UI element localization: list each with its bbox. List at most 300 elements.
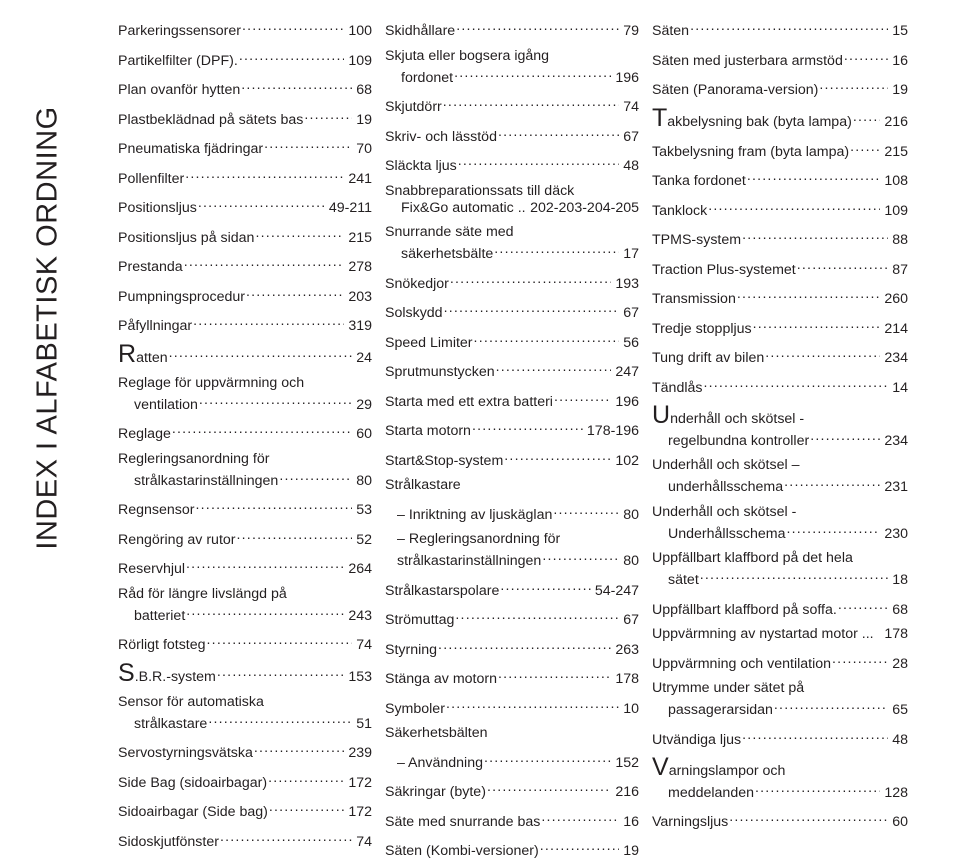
dot-leader <box>264 136 352 153</box>
entry-text: Sidoairbagar (Side bag) <box>118 804 268 820</box>
index-entry <box>385 124 639 146</box>
dot-leader <box>217 664 344 681</box>
entry-page: 172 <box>348 804 372 820</box>
entry-page: 88 <box>892 232 908 248</box>
entry-text: sätet <box>668 572 699 588</box>
entry-page: 108 <box>884 173 908 189</box>
index-entry <box>385 48 639 87</box>
entry-line <box>118 254 372 276</box>
entry-text: Prestanda <box>118 259 183 275</box>
entry-page: 79 <box>623 23 639 39</box>
dot-leader <box>255 225 344 242</box>
entry-page: 74 <box>356 637 372 653</box>
entry-line <box>652 168 908 190</box>
entry-text: Stänga av motorn <box>385 671 497 687</box>
entry-page: 52 <box>356 531 372 548</box>
index-entry <box>385 531 639 570</box>
entry-text: Plastbeklädnad på sätets bas <box>118 111 304 128</box>
index-entry <box>652 400 908 450</box>
dot-leader <box>487 779 611 796</box>
dot-leader <box>755 780 880 797</box>
index-entry <box>652 597 908 619</box>
index-entry <box>118 225 372 247</box>
entry-text: Pumpningsprocedur <box>118 288 245 305</box>
dot-leader <box>753 316 881 333</box>
index-entry <box>385 359 639 381</box>
entry-text: Starta med ett extra batteri <box>385 393 553 410</box>
entry-first-line <box>652 550 908 567</box>
entry-text: Uppvärmning och ventilation <box>652 655 832 672</box>
dot-leader <box>193 313 344 330</box>
entry-text: Skjutdörr <box>385 99 442 115</box>
entry-line <box>652 18 908 40</box>
index-entry <box>385 578 639 600</box>
entry-page: 247 <box>615 364 639 380</box>
entry-line <box>652 77 908 99</box>
entry-page: 15 <box>892 23 908 39</box>
entry-text: Traction Plus-systemet <box>652 261 796 278</box>
entry-line <box>118 632 372 654</box>
index-entry <box>385 271 639 293</box>
dot-leader <box>474 330 620 347</box>
index-entry <box>652 104 908 132</box>
entry-page: 51 <box>356 715 372 732</box>
entry-page: 70 <box>356 141 372 157</box>
entry-page: 216 <box>884 114 908 130</box>
entry-text: Symboler <box>385 700 445 717</box>
entry-line <box>118 497 372 519</box>
dot-leader <box>838 597 888 614</box>
dot-leader <box>268 770 344 787</box>
entry-line <box>385 838 639 860</box>
entry-page: 10 <box>623 700 639 717</box>
entry-text-start: Snabbreparationssats till däck <box>385 182 575 199</box>
entry-text: atten <box>136 350 168 366</box>
index-entry <box>385 224 639 263</box>
entry-page: 153 <box>348 669 372 685</box>
entry-page: 214 <box>884 320 908 337</box>
entry-page: 234 <box>884 350 908 366</box>
entry-line <box>652 375 908 397</box>
dot-leader <box>498 666 611 683</box>
dot-leader <box>832 651 888 668</box>
index-entry <box>385 477 639 494</box>
index-entry <box>652 198 908 220</box>
index-entry <box>652 457 908 496</box>
entry-text: fordonet <box>401 69 454 86</box>
entry-page: 74 <box>356 833 372 850</box>
section-letter: T <box>652 104 668 132</box>
section-letter: U <box>652 400 671 429</box>
entry-text: Strålkastarspolare <box>385 582 500 599</box>
index-entry <box>652 257 908 279</box>
dot-leader <box>450 271 611 288</box>
dot-leader <box>207 632 353 649</box>
entry-line <box>118 195 372 217</box>
entry-line <box>385 637 639 659</box>
dot-leader <box>239 48 345 65</box>
entry-text: Regnsensor <box>118 502 195 518</box>
entry-line <box>385 124 639 146</box>
index-entry <box>118 770 372 792</box>
entry-line <box>118 225 372 247</box>
entry-page: 49-211 <box>328 200 372 216</box>
entry-text: Släckta ljus <box>385 158 457 174</box>
index-column-2 <box>385 18 639 868</box>
entry-page: 14 <box>892 379 908 396</box>
entry-text: Partikelfilter (DPF). <box>118 52 238 69</box>
entry-text-start: Reglage för uppvärmning och <box>118 374 305 391</box>
dot-leader <box>172 421 352 438</box>
entry-line <box>652 286 908 308</box>
entry-page: 48 <box>892 731 908 748</box>
entry-text: Säte med snurrande bas <box>385 813 541 830</box>
entry-line <box>385 809 639 831</box>
entry-page: 203 <box>348 288 372 305</box>
entry-text: Styrning <box>385 641 438 658</box>
dot-leader <box>729 809 888 826</box>
entry-text: Positionsljus <box>118 200 197 216</box>
dot-leader <box>810 428 880 445</box>
entry-page: 152 <box>615 754 639 771</box>
dot-leader <box>484 750 611 767</box>
entry-page: 80 <box>623 553 639 569</box>
entry-text: Pollenfilter <box>118 170 185 187</box>
section-letter: V <box>652 752 669 781</box>
entry-page: 56 <box>623 334 639 351</box>
entry-first-line <box>652 680 908 697</box>
entry-line <box>385 750 639 772</box>
entry-text: Säten (Panorama-version) <box>652 82 819 98</box>
entry-line <box>385 502 639 524</box>
dot-leader <box>853 109 881 126</box>
entry-page: 48 <box>623 158 639 174</box>
index-entry <box>652 77 908 99</box>
dot-leader <box>472 418 583 435</box>
index-entry <box>652 727 908 749</box>
dot-leader <box>742 227 888 244</box>
entry-line <box>385 18 639 40</box>
entry-page: 202-203-204-205 <box>530 199 639 216</box>
index-entry <box>118 497 372 519</box>
entry-first-line <box>385 224 639 241</box>
dot-leader <box>446 696 619 713</box>
entry-page: 87 <box>892 261 908 278</box>
entry-page: 60 <box>892 814 908 830</box>
entry-text: Tredje stoppljus <box>652 320 752 337</box>
entry-first-line <box>652 457 908 474</box>
entry-text: Uppfällbart klaffbord på soffa. <box>652 601 837 618</box>
entry-page: 16 <box>892 52 908 69</box>
index-entry <box>118 18 372 40</box>
index-entry <box>652 18 908 40</box>
entry-text: Tung drift av bilen <box>652 350 765 366</box>
index-column-3 <box>652 18 908 839</box>
entry-page: 239 <box>348 745 372 761</box>
dot-leader <box>554 389 611 406</box>
index-entry <box>385 300 639 322</box>
entry-text: Starta motorn <box>385 423 471 439</box>
entry-line <box>118 313 372 335</box>
dot-leader <box>504 448 611 465</box>
entry-text: Servostyrningsvätska <box>118 745 253 761</box>
entry-line <box>385 65 639 87</box>
entry-page: 231 <box>884 479 908 495</box>
entry-text: Takbelysning fram (byta lampa) <box>652 143 850 160</box>
entry-text: Tanka fordonet <box>652 173 746 189</box>
entry-page: 215 <box>884 143 908 160</box>
dot-leader <box>220 829 352 846</box>
entry-text: Strömuttag <box>385 612 455 628</box>
index-entry <box>652 48 908 70</box>
index-column-1 <box>118 18 372 858</box>
dot-leader <box>747 168 880 185</box>
dot-leader <box>444 300 620 317</box>
index-entry <box>652 752 908 802</box>
index-entry <box>385 153 639 175</box>
entry-text: Speed Limiter <box>385 334 473 351</box>
entry-text-start: Underhåll och skötsel - <box>652 503 797 520</box>
entry-line <box>118 48 372 70</box>
entry-text: Skidhållare <box>385 23 456 39</box>
entry-text-start: Sensor för automatiska <box>118 693 264 710</box>
entry-line <box>652 651 908 673</box>
index-entry <box>385 607 639 629</box>
entry-text: Pneumatiska fjädringar <box>118 141 264 157</box>
index-entry <box>118 694 372 733</box>
index-entry <box>385 330 639 352</box>
index-entry <box>385 809 639 831</box>
entry-page: 234 <box>884 432 908 449</box>
entry-text: – Användning <box>397 754 483 771</box>
index-entry <box>652 316 908 338</box>
entry-first-line <box>385 531 639 548</box>
entry-text: Underhållsschema <box>668 525 786 542</box>
dot-leader <box>500 578 590 595</box>
entry-line <box>118 799 372 821</box>
entry-first-line <box>652 752 908 781</box>
entry-line <box>385 696 639 718</box>
entry-line <box>385 359 639 381</box>
dot-leader <box>454 65 611 82</box>
index-entry <box>385 94 639 116</box>
entry-text: Side Bag (sidoairbagar) <box>118 774 268 791</box>
index-entry <box>118 421 372 443</box>
entry-page: 100 <box>348 23 372 39</box>
entry-text: Rörligt fotsteg <box>118 637 206 653</box>
dot-leader <box>246 284 344 301</box>
entry-page: 19 <box>892 82 908 98</box>
entry-line <box>118 284 372 306</box>
entry-text: strålkastare <box>134 715 208 732</box>
entry-heading: Säkerhetsbälten <box>385 725 488 741</box>
entry-page: 178 <box>615 671 639 687</box>
index-entry <box>118 586 372 625</box>
entry-first-line <box>118 451 372 468</box>
index-entry <box>118 632 372 654</box>
dot-leader <box>443 94 619 111</box>
entry-line <box>118 340 372 368</box>
index-entry <box>385 18 639 40</box>
entry-text: ventilation <box>134 396 198 413</box>
entry-line <box>118 392 372 414</box>
entry-line <box>652 567 908 589</box>
entry-line <box>118 740 372 762</box>
entry-line <box>652 521 908 543</box>
dot-leader <box>496 359 612 376</box>
dot-leader <box>787 521 881 538</box>
entry-page: 19 <box>623 843 639 859</box>
index-entry <box>652 651 908 673</box>
entry-text: regelbundna kontroller <box>668 432 810 449</box>
dot-leader <box>269 799 344 816</box>
index-entry <box>118 77 372 99</box>
index-entry <box>385 502 639 524</box>
entry-text: meddelanden <box>668 784 754 801</box>
entry-text: TPMS-system <box>652 232 742 248</box>
dot-leader <box>208 711 352 728</box>
entry-page: 67 <box>623 612 639 628</box>
dot-leader <box>774 697 888 714</box>
entry-text: Säten med justerbara armstöd <box>652 52 843 69</box>
entry-page: 74 <box>623 99 639 115</box>
entry-line <box>118 107 372 129</box>
entry-text: Start&Stop-system <box>385 452 504 469</box>
index-entry <box>118 313 372 335</box>
entry-line <box>118 136 372 158</box>
entry-page: 67 <box>623 128 639 145</box>
entry-text-start: – Regleringsanordning för <box>397 531 561 547</box>
index-entry <box>385 637 639 659</box>
dot-leader <box>242 18 344 35</box>
entry-text: Rengöring av rutor <box>118 531 236 548</box>
index-entry <box>118 659 372 687</box>
entry-text: Parkeringssensorer <box>118 23 242 39</box>
index-entry <box>385 448 639 470</box>
entry-line <box>385 200 639 217</box>
dot-leader <box>703 375 888 392</box>
section-letter: S <box>118 659 135 687</box>
entry-page: 80 <box>623 506 639 523</box>
entry-page: 65 <box>892 702 908 718</box>
entry-line <box>118 603 372 625</box>
dot-leader <box>184 254 345 271</box>
index-entry <box>118 195 372 217</box>
index-entry <box>385 389 639 411</box>
entry-text: strålkastarinställningen <box>397 553 542 569</box>
entry-page: 215 <box>348 229 372 246</box>
index-entry <box>118 166 372 188</box>
entry-page: 68 <box>892 601 908 618</box>
dot-leader <box>844 48 888 65</box>
entry-line <box>385 607 639 629</box>
entry-page: 128 <box>884 784 908 801</box>
index-entry <box>118 340 372 368</box>
entry-text: Utvändiga ljus <box>652 731 742 748</box>
entry-line <box>652 474 908 496</box>
dot-leader <box>542 548 619 565</box>
dot-leader <box>765 345 880 362</box>
entry-text: Varningsljus <box>652 814 729 830</box>
dot-leader <box>690 18 888 35</box>
entry-line <box>118 18 372 40</box>
entry-line <box>385 578 639 600</box>
entry-text: Solskydd <box>385 305 443 321</box>
index-entry <box>118 136 372 158</box>
entry-page: 68 <box>356 82 372 98</box>
entry-line <box>652 597 908 619</box>
entry-page: 19 <box>356 111 372 128</box>
entry-text: Säten <box>652 23 690 39</box>
dot-leader <box>458 153 619 170</box>
entry-page: 178 <box>884 626 908 642</box>
entry-line <box>652 227 908 249</box>
entry-line <box>118 659 372 687</box>
index-entry <box>385 838 639 860</box>
index-entry <box>118 829 372 851</box>
entry-line <box>385 666 639 688</box>
index-entry <box>652 504 908 543</box>
dot-leader <box>456 18 619 35</box>
entry-text: Plan ovanför hytten <box>118 82 241 98</box>
entry-text: Påfyllningar <box>118 318 193 334</box>
entry-page: 172 <box>348 774 372 791</box>
entry-text: passagerarsidan <box>668 702 773 718</box>
entry-page: 264 <box>348 561 372 577</box>
dot-leader <box>185 166 344 183</box>
entry-line <box>385 389 639 411</box>
dot-leader <box>169 345 353 362</box>
entry-page: 102 <box>615 452 639 469</box>
dot-leader <box>797 257 888 274</box>
index-entry <box>652 550 908 589</box>
index-entry <box>652 139 908 161</box>
entry-page: 109 <box>884 202 908 219</box>
index-entry <box>652 168 908 190</box>
dot-leader <box>784 474 880 491</box>
entry-text: Tändlås <box>652 379 703 396</box>
entry-page: 18 <box>892 572 908 588</box>
entry-line <box>652 780 908 802</box>
entry-page: 241 <box>348 170 372 187</box>
entry-line <box>118 166 372 188</box>
entry-page: 260 <box>884 291 908 307</box>
entry-first-line <box>118 375 372 392</box>
dot-leader <box>241 77 352 94</box>
entry-line <box>652 198 908 220</box>
dot-leader <box>254 740 344 757</box>
entry-page: 278 <box>348 259 372 275</box>
entry-page: 28 <box>892 655 908 672</box>
entry-line <box>652 345 908 367</box>
entry-line <box>385 300 639 322</box>
index-entry <box>652 626 908 643</box>
dot-leader <box>819 77 888 94</box>
entry-page: 196 <box>615 69 639 86</box>
dot-leader <box>700 567 888 584</box>
entry-text: Reservhjul <box>118 561 186 577</box>
entry-page: 196 <box>615 393 639 410</box>
dot-leader <box>438 637 611 654</box>
entry-page: 109 <box>348 52 372 69</box>
dot-leader <box>199 392 352 409</box>
entry-text: Säkringar (byte) <box>385 784 486 800</box>
entry-page: 243 <box>348 607 372 624</box>
index-entry <box>118 48 372 70</box>
index-entry <box>652 375 908 397</box>
entry-text: Transmission <box>652 291 736 307</box>
index-entry <box>385 418 639 440</box>
